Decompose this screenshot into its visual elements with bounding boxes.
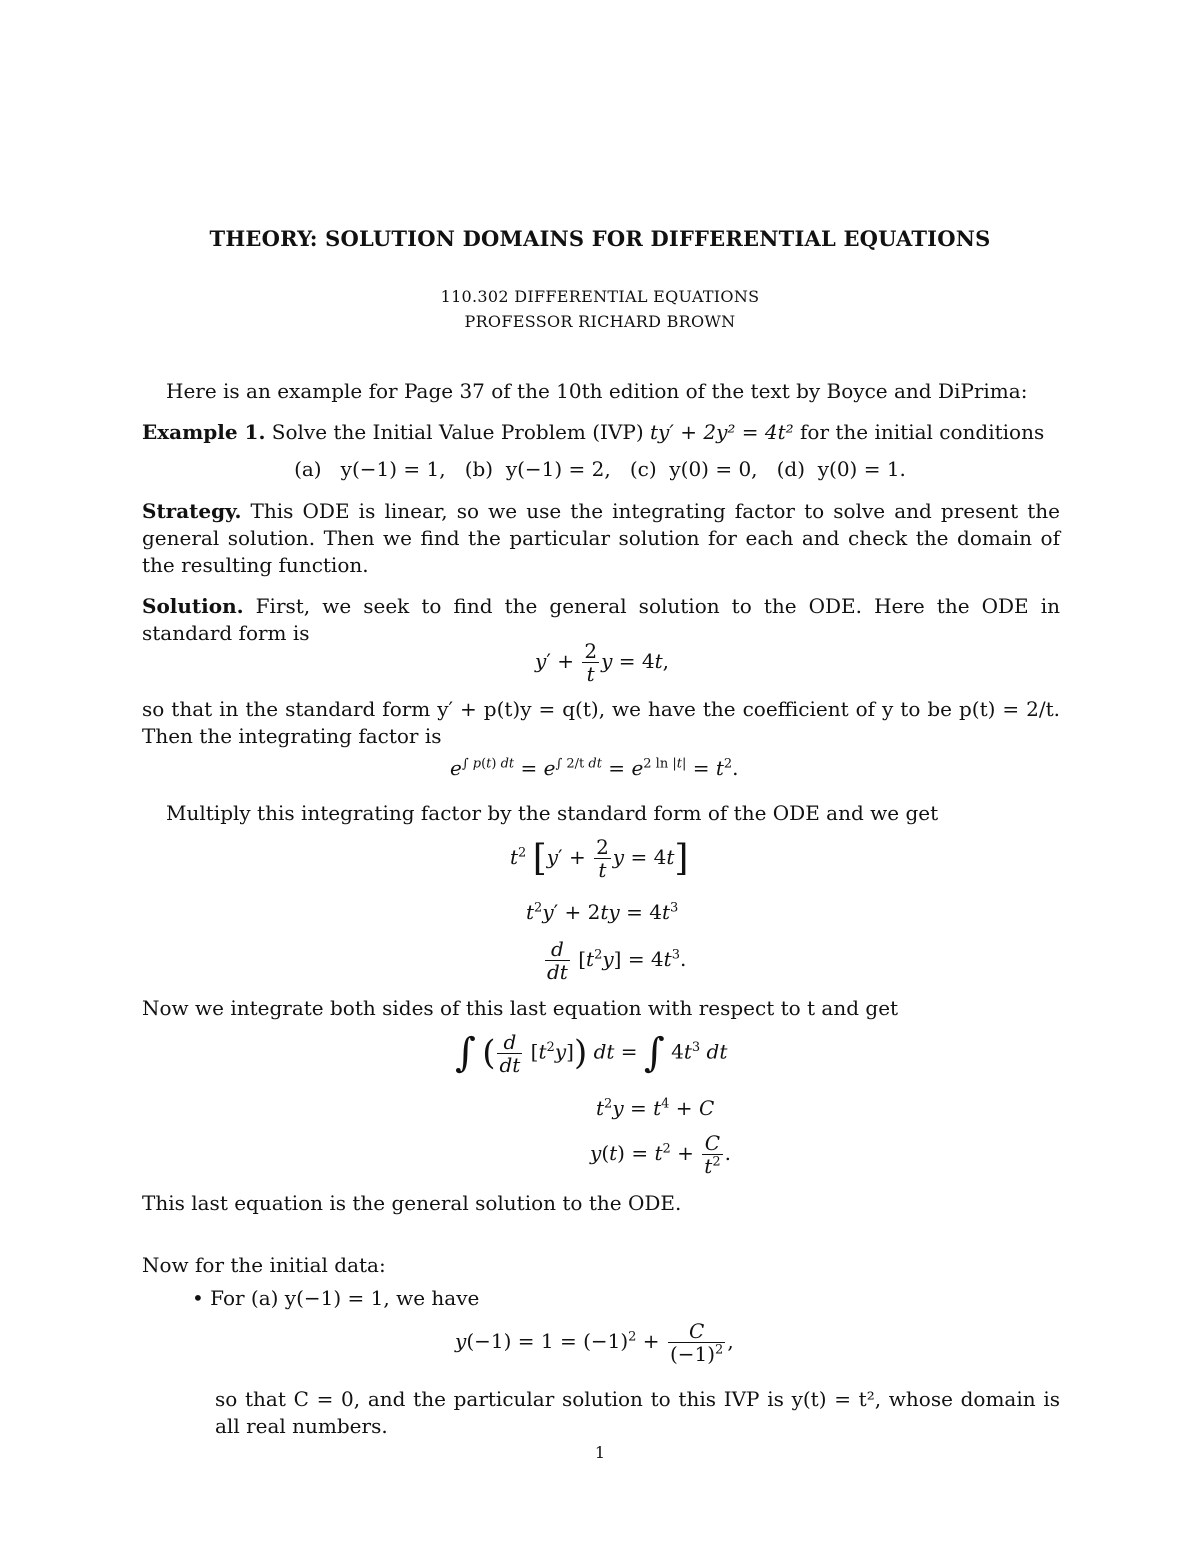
- standard-form-equation: y′ + $\frac{2}{t}$ y = 4t,: [535, 639, 669, 686]
- bullet-icon: •: [192, 1286, 204, 1310]
- professor-name: PROFESSOR RICHARD BROWN: [464, 312, 736, 331]
- general-solution-equation: $y(t) = t^2$ + $\frac{C}{t^2}$ .: [590, 1131, 731, 1178]
- example-paragraph: [142, 419, 1072, 446]
- document-title: THEORY: SOLUTION DOMAINS FOR DIFFERENTIAL EQUATIONS: [209, 226, 991, 251]
- integrated-equation: $t^2y = t^4 + C$: [596, 1096, 715, 1120]
- example-text-before: Solve the Initial Value Problem (IVP): [271, 420, 644, 444]
- standard-form-paragraph: so that in the standard form y′ + p(t)y = q(t), we have the coefficient of y to be p(t) = 2/t. Then the integrating factor is: [142, 697, 1060, 748]
- multiplied-equation: $t^2$ [y′ + $\frac{2}{t}$ y = 4t]: [510, 835, 689, 882]
- derivative-equation: $\frac{d}{dt}$ $[t^2y] = 4t^3$.: [547, 937, 687, 984]
- bullet-a-text: For (a) y(−1) = 1, we have: [210, 1286, 480, 1310]
- integrating-factor-equation: $e^{\int p(t) dt} = e^{\int 2/t dt} = e^{2 ln |t|} = t^2$.: [450, 756, 739, 780]
- integral-equation: ∫ ( $\frac{d}{dt}$ $[t^2y]$) dt = ∫ $4t^3$ dt: [455, 1029, 728, 1077]
- solution-label: Solution.: [142, 594, 244, 618]
- intro-text: Here is an example for Page 37 of the 10th edition of the text by Boyce and DiPrima:: [166, 379, 1028, 403]
- case-a-equation: $y(-1) = 1 = (-1)^2$ + $\frac{C}{(-1)^2}$ ,: [455, 1319, 734, 1366]
- case-a-conclusion: so that C = 0, and the particular solution to this IVP is y(t) = t², whose domain is all real numbers.: [215, 1387, 1060, 1438]
- multiply-paragraph: Multiply this integrating factor by the standard form of the ODE and we get: [166, 801, 939, 825]
- strategy-text: This ODE is linear, so we use the integrating factor to solve and present the general solution. Then we find the particular solution for each and check the domain of the resulting function.: [142, 499, 1061, 577]
- expanded-equation: $t^2y' + 2ty = 4t^3$: [526, 900, 679, 924]
- example-label: Example 1.: [142, 420, 266, 444]
- course-name: 110.302 DIFFERENTIAL EQUATIONS: [440, 287, 760, 306]
- integrate-paragraph: Now we integrate both sides of this last equation with respect to t and get: [142, 996, 899, 1020]
- bullet-item-a: [192, 1285, 1060, 1312]
- solution-paragraph: [142, 593, 1060, 647]
- example-text-after: for the initial conditions: [800, 420, 1045, 444]
- strategy-paragraph: [142, 498, 1060, 579]
- page-number: 1: [594, 1443, 606, 1462]
- strategy-label: Strategy.: [142, 499, 242, 523]
- general-solution-paragraph: This last equation is the general solution to the ODE.: [142, 1191, 682, 1215]
- initial-conditions: (a) y(−1) = 1, (b) y(−1) = 2, (c) y(0) = 0, (d) y(0) = 1.: [294, 457, 906, 481]
- solution-text: First, we seek to find the general solution to the ODE. Here the ODE in standard form is: [142, 594, 1060, 645]
- initial-data-paragraph: Now for the initial data:: [142, 1253, 386, 1277]
- example-equation: ty′ + 2y² = 4t²: [650, 420, 794, 444]
